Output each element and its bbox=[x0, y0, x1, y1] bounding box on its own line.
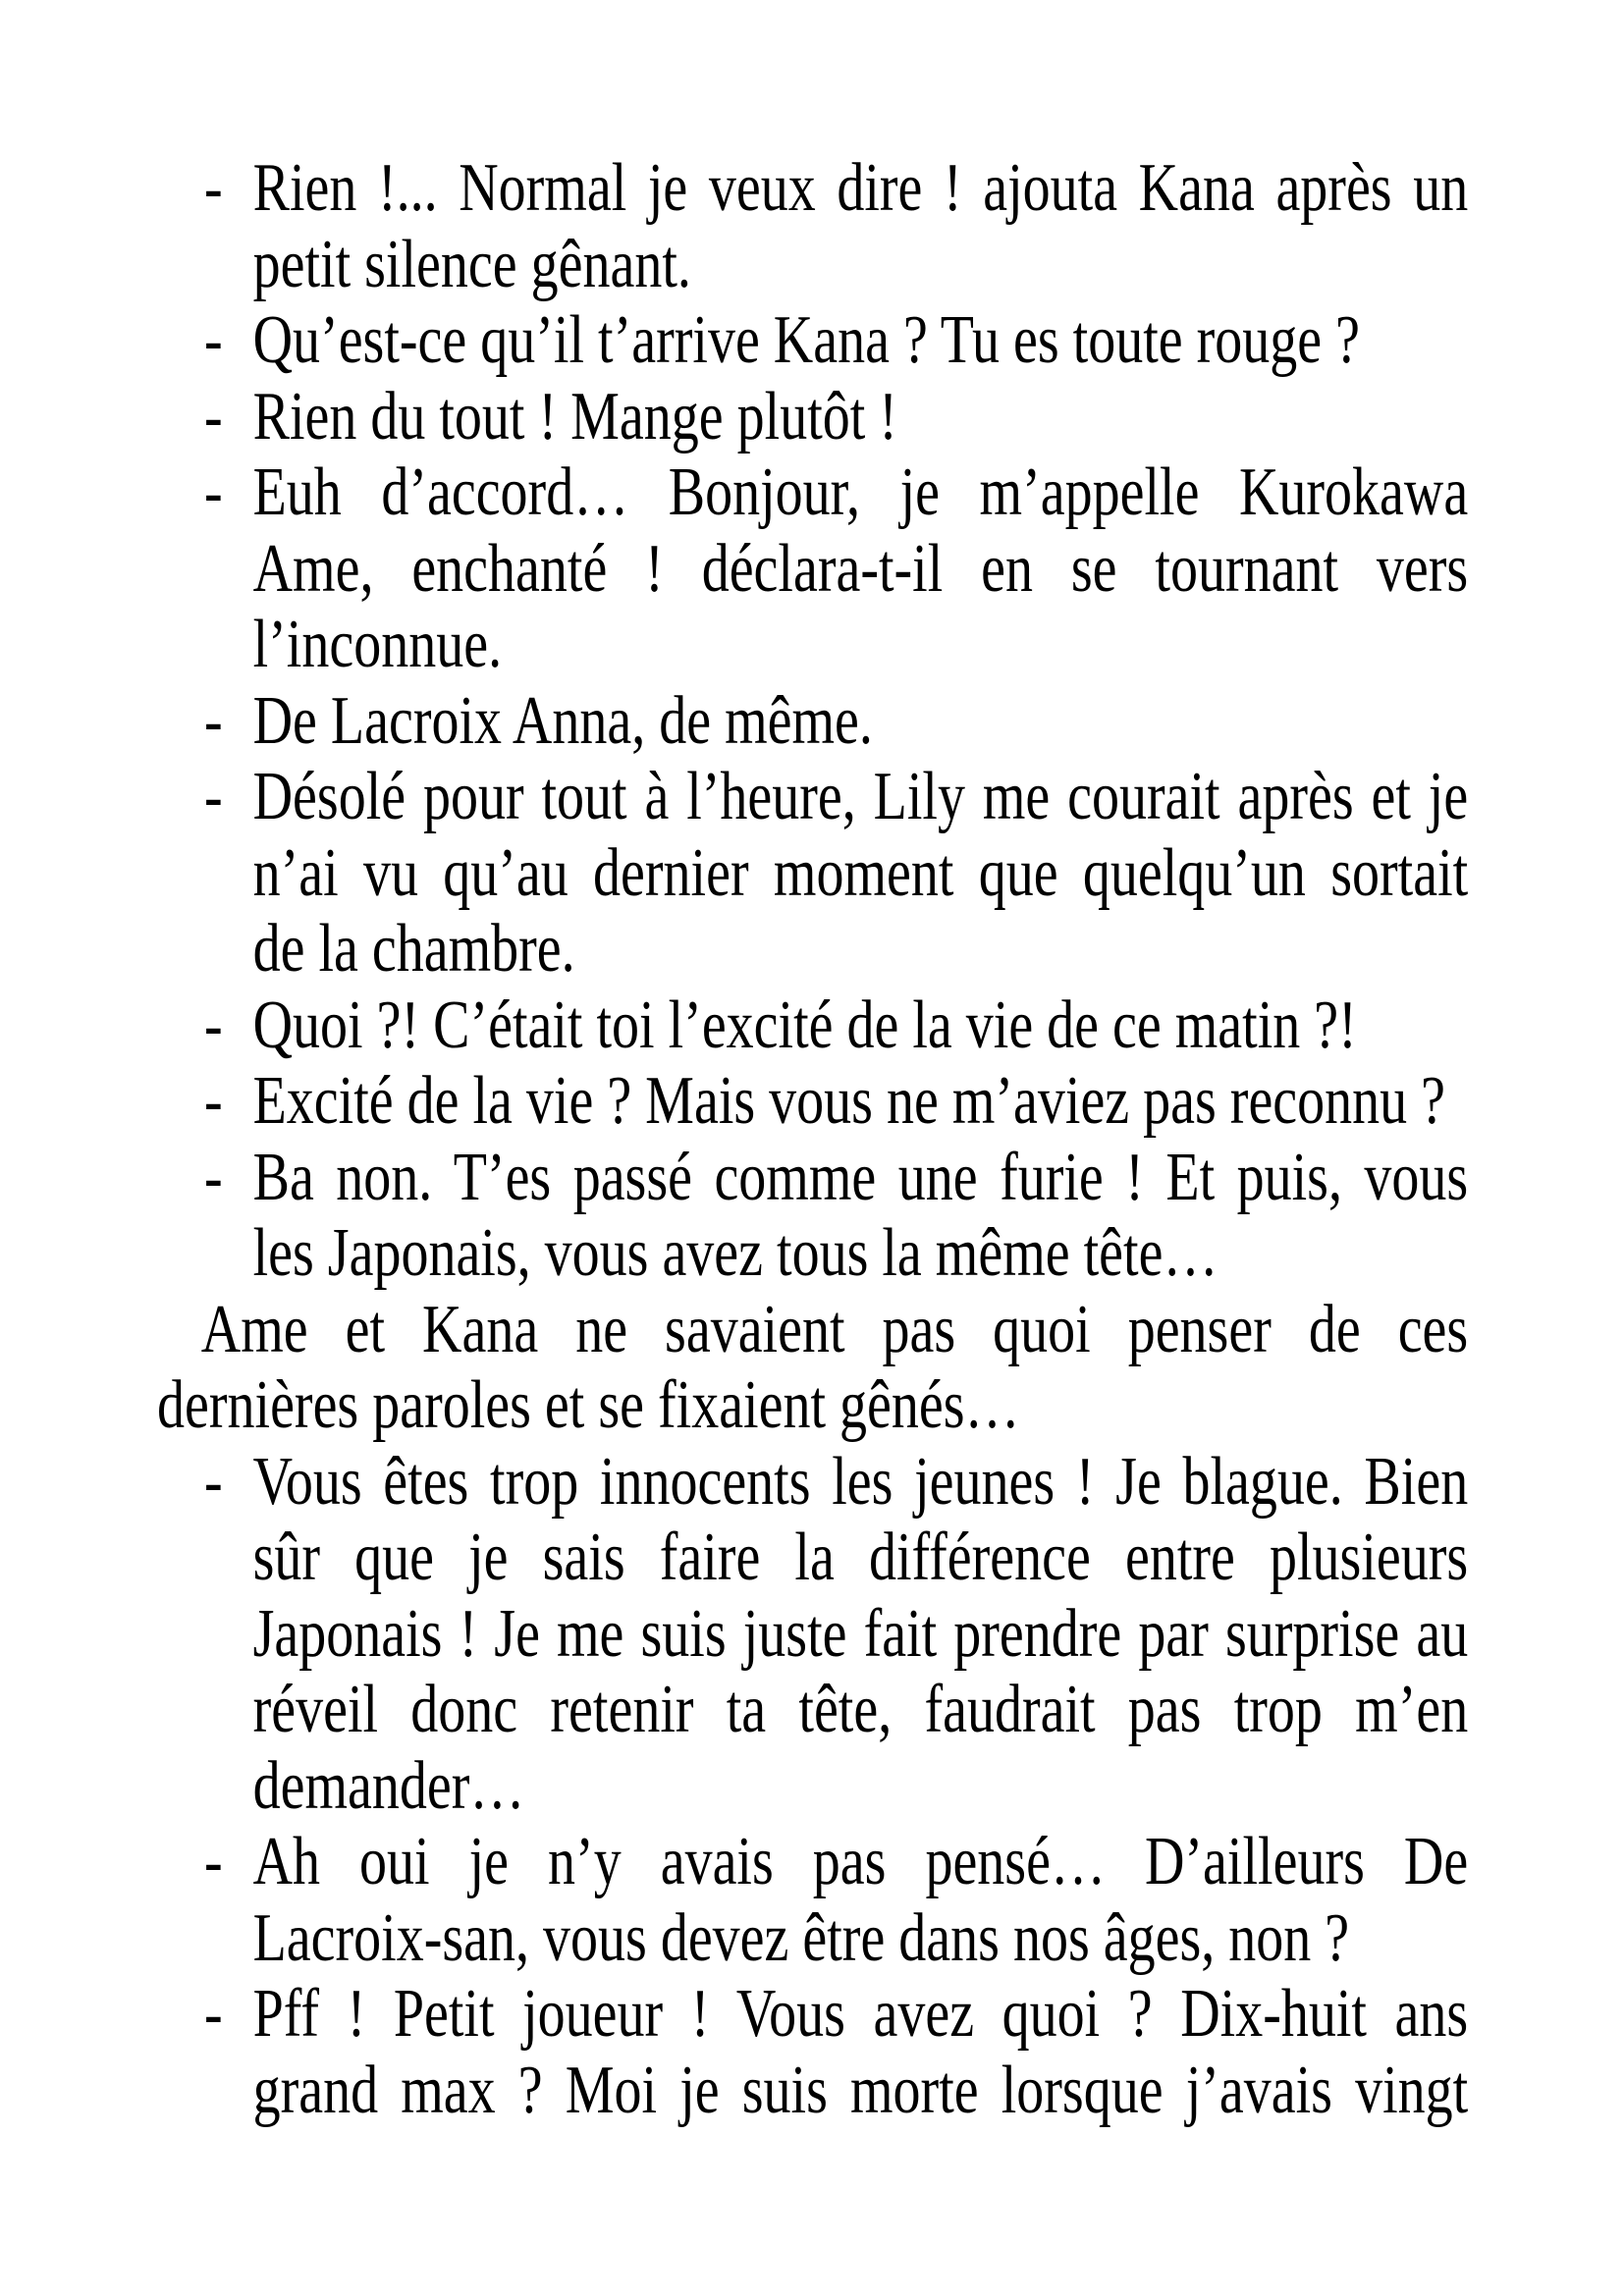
dialogue-dash: - bbox=[204, 302, 223, 378]
dialogue-dash: - bbox=[204, 1443, 223, 1520]
text-line: grand max ? Moi je suis morte lorsque j’avais vingt bbox=[252, 2052, 1469, 2128]
dialogue-dash: - bbox=[204, 987, 223, 1063]
text-line: Ame, enchanté ! déclara-t-il en se tournant vers bbox=[252, 530, 1469, 607]
page-text-block bbox=[157, 150, 1468, 2128]
dialogue-dash: - bbox=[204, 1063, 223, 1139]
text-line: demander… bbox=[252, 1747, 525, 1824]
dialogue-dash: - bbox=[204, 150, 223, 226]
text-line: sûr que je sais faire la différence entre plusieurs bbox=[252, 1520, 1469, 1595]
text-line: Qu’est-ce qu’il t’arrive Kana ? Tu es toute rouge ? bbox=[252, 302, 1361, 378]
paragraph-dialogue bbox=[204, 150, 1469, 302]
paragraph-dialogue bbox=[204, 1443, 1469, 1825]
text-line: Ame et Kana ne savaient pas quoi penser de ces bbox=[200, 1291, 1469, 1367]
text-line: réveil donc retenir ta tête, faudrait pas trop m’en bbox=[252, 1672, 1469, 1747]
text-line: Excité de la vie ? Mais vous ne m’aviez pas reconnu ? bbox=[252, 1063, 1446, 1139]
paragraph-dialogue bbox=[204, 987, 1469, 1064]
paragraph-dialogue bbox=[204, 1063, 1469, 1140]
text-line: Pff ! Petit joueur ! Vous avez quoi ? Dix-huit ans bbox=[252, 1976, 1469, 2052]
paragraph-dialogue bbox=[204, 454, 1469, 683]
dialogue-dash: - bbox=[204, 378, 223, 454]
dialogue-dash: - bbox=[204, 1976, 223, 2052]
text-line: Ah oui je n’y avais pas pensé… D’ailleurs De bbox=[252, 1824, 1469, 1899]
text-line: Vous êtes trop innocents les jeunes ! Je blague. Bien bbox=[252, 1443, 1469, 1520]
text-line: Lacroix-san, vous devez être dans nos âges, non ? bbox=[252, 1899, 1350, 1976]
dialogue-dash: - bbox=[204, 682, 223, 759]
text-line: petit silence gênant. bbox=[252, 226, 691, 302]
text-line: Quoi ?! C’était toi l’excité de la vie de ce matin ?! bbox=[252, 987, 1357, 1063]
paragraph-narrative bbox=[157, 1292, 1468, 1444]
dialogue-dash: - bbox=[204, 1139, 223, 1215]
text-line: n’ai vu qu’au dernier moment que quelqu’un sortait bbox=[252, 834, 1469, 911]
text-line: dernières paroles et se fixaient gênés… bbox=[157, 1367, 1020, 1443]
text-line: Désolé pour tout à l’heure, Lily me courait après et je bbox=[252, 759, 1469, 834]
text-line: Japonais ! Je me suis juste fait prendre par surprise au bbox=[252, 1595, 1469, 1672]
text-line: Rien du tout ! Mange plutôt ! bbox=[252, 378, 897, 454]
paragraph-dialogue bbox=[204, 378, 1469, 455]
dialogue-dash: - bbox=[204, 454, 223, 530]
dialogue-dash: - bbox=[204, 759, 223, 834]
text-line: l’inconnue. bbox=[252, 607, 503, 682]
text-line: Ba non. T’es passé comme une furie ! Et puis, vous bbox=[252, 1139, 1469, 1215]
paragraph-dialogue bbox=[204, 1824, 1469, 1976]
paragraph-dialogue bbox=[204, 302, 1469, 379]
text-line: Euh d’accord… Bonjour, je m’appelle Kurokawa bbox=[252, 454, 1469, 530]
text-line: De Lacroix Anna, de même. bbox=[252, 682, 873, 759]
dialogue-dash: - bbox=[204, 1824, 223, 1899]
paragraph-dialogue bbox=[204, 1139, 1469, 1292]
paragraph-dialogue bbox=[204, 682, 1469, 760]
paragraph-dialogue bbox=[204, 759, 1469, 988]
text-line: Rien !... Normal je veux dire ! ajouta Kana après un bbox=[252, 150, 1469, 226]
paragraph-dialogue bbox=[204, 1976, 1469, 2128]
text-line: les Japonais, vous avez tous la même tête… bbox=[252, 1215, 1218, 1291]
text-line: de la chambre. bbox=[252, 911, 575, 987]
